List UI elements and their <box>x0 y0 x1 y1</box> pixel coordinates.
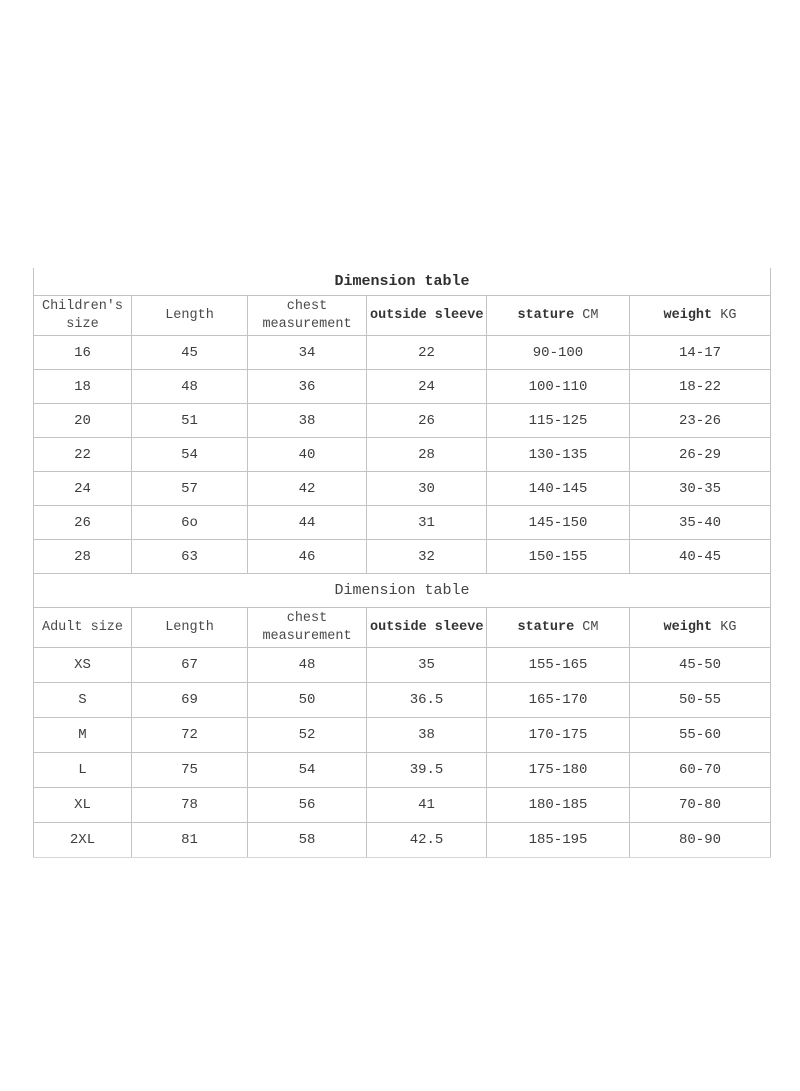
table-cell: 39.5 <box>367 753 487 788</box>
column-header-label: CM <box>574 307 599 323</box>
table-row <box>34 540 771 574</box>
table-cell: 42 <box>248 472 367 506</box>
table-title: Dimension table <box>34 574 771 608</box>
table-cell: 26-29 <box>630 438 771 472</box>
table-cell: 155-165 <box>487 648 630 683</box>
table-cell: 140-145 <box>487 472 630 506</box>
table-cell: 32 <box>367 540 487 574</box>
column-header-label: stature <box>517 619 575 635</box>
column-header-label: Length <box>165 307 214 323</box>
table-cell: 28 <box>34 540 132 574</box>
column-header-label: weight <box>663 619 713 635</box>
table-cell: 35 <box>367 648 487 683</box>
table-cell: 80-90 <box>630 823 771 858</box>
table-cell: M <box>34 718 132 753</box>
column-header-label: outside sleeve <box>370 619 484 635</box>
table-cell: 145-150 <box>487 506 630 540</box>
table-cell: 52 <box>248 718 367 753</box>
table-cell: 54 <box>248 753 367 788</box>
table-cell: 30-35 <box>630 472 771 506</box>
table-cell: 40 <box>248 438 367 472</box>
column-header <box>248 608 367 648</box>
dimension-tables-container <box>33 268 770 858</box>
column-header-label: Adult size <box>41 619 123 635</box>
table-cell: 38 <box>248 404 367 438</box>
table-cell: 180-185 <box>487 788 630 823</box>
table-cell: 185-195 <box>487 823 630 858</box>
table-cell: 46 <box>248 540 367 574</box>
table-row <box>34 506 771 540</box>
table-row <box>34 472 771 506</box>
table-cell: XL <box>34 788 132 823</box>
column-header <box>34 296 132 336</box>
table-cell: 6o <box>132 506 248 540</box>
column-header-label: Length <box>165 619 214 635</box>
table-cell: 48 <box>132 370 248 404</box>
table-cell: 44 <box>248 506 367 540</box>
table-cell: 69 <box>132 683 248 718</box>
table-row <box>34 683 771 718</box>
table-cell: 14-17 <box>630 336 771 370</box>
table-cell: 26 <box>34 506 132 540</box>
table-cell: 38 <box>367 718 487 753</box>
table-row <box>34 404 771 438</box>
table-cell: 36.5 <box>367 683 487 718</box>
table-cell: 40-45 <box>630 540 771 574</box>
table-row <box>34 336 771 370</box>
column-header <box>367 608 487 648</box>
table-cell: 58 <box>248 823 367 858</box>
column-header-label: KG <box>712 307 737 323</box>
table-cell: 67 <box>132 648 248 683</box>
table-cell: 170-175 <box>487 718 630 753</box>
table-header-row <box>34 296 771 336</box>
table-cell: 55-60 <box>630 718 771 753</box>
table-cell: 50-55 <box>630 683 771 718</box>
table-cell: 51 <box>132 404 248 438</box>
column-header <box>487 296 630 336</box>
table-cell: 18 <box>34 370 132 404</box>
table-cell: 23-26 <box>630 404 771 438</box>
table-cell: 78 <box>132 788 248 823</box>
table-cell: 70-80 <box>630 788 771 823</box>
table-cell: 63 <box>132 540 248 574</box>
table-cell: 115-125 <box>487 404 630 438</box>
table-row <box>34 438 771 472</box>
table-cell: 2XL <box>34 823 132 858</box>
table-cell: 50 <box>248 683 367 718</box>
table-cell: 18-22 <box>630 370 771 404</box>
table-row <box>34 823 771 858</box>
table-cell: 31 <box>367 506 487 540</box>
table-cell: 48 <box>248 648 367 683</box>
column-header <box>367 296 487 336</box>
column-header-label: chest measurement <box>262 299 352 332</box>
table-row <box>34 788 771 823</box>
table-cell: 34 <box>248 336 367 370</box>
column-header-label: KG <box>712 619 737 635</box>
table-cell: 16 <box>34 336 132 370</box>
column-header-label: outside sleeve <box>370 307 484 323</box>
table-row <box>34 648 771 683</box>
table-cell: 150-155 <box>487 540 630 574</box>
table-cell: 36 <box>248 370 367 404</box>
table-cell: 24 <box>367 370 487 404</box>
table-cell: 54 <box>132 438 248 472</box>
column-header-label: chest measurement <box>262 611 352 644</box>
table-cell: 22 <box>367 336 487 370</box>
column-header <box>132 608 248 648</box>
table-cell: 60-70 <box>630 753 771 788</box>
column-header-label: Children's size <box>41 299 123 332</box>
table-cell: 130-135 <box>487 438 630 472</box>
table-title: Dimension table <box>34 268 771 296</box>
table-cell: 30 <box>367 472 487 506</box>
column-header <box>630 296 771 336</box>
table-cell: 90-100 <box>487 336 630 370</box>
column-header <box>487 608 630 648</box>
table-row <box>34 753 771 788</box>
table-cell: 26 <box>367 404 487 438</box>
table-cell: 72 <box>132 718 248 753</box>
table-cell: 45-50 <box>630 648 771 683</box>
table-row <box>34 718 771 753</box>
table-cell: 42.5 <box>367 823 487 858</box>
table-cell: 81 <box>132 823 248 858</box>
table-cell: 56 <box>248 788 367 823</box>
table-cell: 20 <box>34 404 132 438</box>
table-cell: 28 <box>367 438 487 472</box>
column-header <box>630 608 771 648</box>
table-cell: 57 <box>132 472 248 506</box>
table-cell: 175-180 <box>487 753 630 788</box>
column-header-label: CM <box>574 619 599 635</box>
column-header <box>34 608 132 648</box>
table-row <box>34 370 771 404</box>
table-cell: 165-170 <box>487 683 630 718</box>
table-cell: XS <box>34 648 132 683</box>
column-header-label: weight <box>663 307 713 323</box>
column-header-label: stature <box>517 307 575 323</box>
table-cell: S <box>34 683 132 718</box>
table-title-row <box>34 268 771 296</box>
table-header-row <box>34 608 771 648</box>
dimension-table <box>33 268 771 858</box>
table-cell: 22 <box>34 438 132 472</box>
table-cell: 41 <box>367 788 487 823</box>
table-cell: 100-110 <box>487 370 630 404</box>
table-cell: 24 <box>34 472 132 506</box>
table-cell: 45 <box>132 336 248 370</box>
table-cell: 35-40 <box>630 506 771 540</box>
column-header <box>248 296 367 336</box>
table-cell: L <box>34 753 132 788</box>
table-cell: 75 <box>132 753 248 788</box>
column-header <box>132 296 248 336</box>
table-title-row <box>34 574 771 608</box>
